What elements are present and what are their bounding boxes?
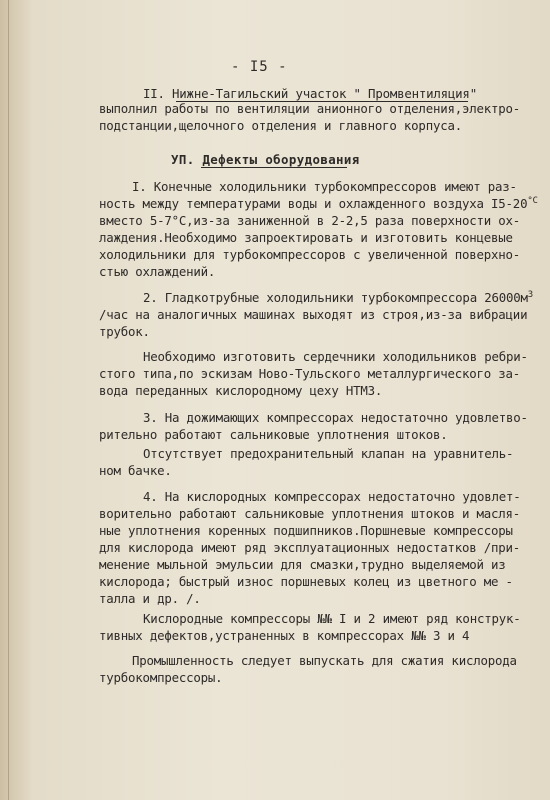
item-4-line-1: 4. На кислородных компрессорах недостаточно удовлет- — [143, 489, 521, 504]
item-4-line-10: Промышленность следует выпускать для сжатия кислорода — [132, 653, 517, 668]
section-2-line-2: выполнил работы по вентиляции анионного отделения,электро- — [99, 101, 521, 116]
item-2-line-2: /час на аналогичных машинах выходят из строя,из-за вибрации — [99, 307, 528, 322]
item-3-line-2: рительно работают сальниковые уплотнения штоков. — [99, 427, 448, 442]
cubic-exponent: 3 — [527, 289, 533, 300]
item-4-line-2: ворительно работают сальниковые уплотнения штоков и масля- — [99, 506, 521, 521]
item-4-line-5: менение мыльной эмульсии для смазки,трудно выделяемой из — [99, 557, 506, 572]
item-4-line-11: турбокомпрессоры. — [99, 670, 223, 685]
item-4-line-4: для кислорода имеют ряд эксплуатационных недостатков /при- — [99, 540, 521, 555]
item-2-line-4: Необходимо изготовить сердечники холодильников ребри- — [143, 349, 528, 364]
item-2-line-5: стого типа,по эскизам Ново-Тульского металлургического за- — [99, 366, 521, 381]
degree-celsius-unit: °С — [527, 195, 538, 206]
item-2-line-3: трубок. — [99, 324, 150, 339]
item-1-line-4: лаждения.Необходимо запроектировать и изготовить концевые — [99, 230, 513, 245]
section-2-line-1: II. Нижне-Тагильский участок " Промвентиляция" — [143, 86, 477, 101]
section-7-title-underline — [201, 167, 347, 168]
item-3-line-1: 3. На дожимающих компрессорах недостаточно удовлетво- — [143, 410, 528, 425]
section-7-title: УП. Дефекты оборудования — [171, 152, 360, 167]
item-2-line-1: 2. Гладкотрубные холодильники турбокомпрессора $26000м^3$ — [143, 289, 533, 305]
item-4-line-7: талла и др. /. — [99, 591, 201, 606]
item-4-line-8: Кислородные компрессоры №№ I и 2 имеют ряд конструк- — [143, 611, 521, 626]
item-1-line-1: I. Конечные холодильники турбокомпрессоров имеют раз- — [132, 179, 517, 194]
item-1-line-6: стью охлаждений. — [99, 264, 216, 279]
item-1-line-3: вместо 5-7°С,из-за заниженной в 2-2,5 раза поверхности ох- — [99, 213, 521, 228]
item-2-line-6: вода переданных кислородному цеху НТМЗ. — [99, 383, 383, 398]
item-3-line-3: Отсутствует предохранительный клапан на уравнитель- — [143, 446, 514, 461]
page-number: - I5 - — [231, 59, 288, 75]
item-1-line-2: ность между температурами воды и охлажденного воздуха $I5-20^{^\circ С}$ — [99, 195, 538, 211]
item-4-line-6: кислорода; быстрый износ поршневых колец из цветного ме - — [99, 574, 513, 589]
section-2-line-3: подстанции,щелочного отделения и главного корпуса. — [99, 118, 462, 133]
item-1-line-5: холодильники для турбокомпрессоров с увеличенной поверхно- — [99, 247, 521, 262]
item-3-line-4: ном бачке. — [99, 463, 172, 478]
item-4-line-3: ные уплотнения коренных подшипников.Поршневые компрессоры — [99, 523, 513, 538]
item-4-line-9: тивных дефектов,устраненных в компрессорах №№ 3 и 4 — [99, 628, 470, 643]
